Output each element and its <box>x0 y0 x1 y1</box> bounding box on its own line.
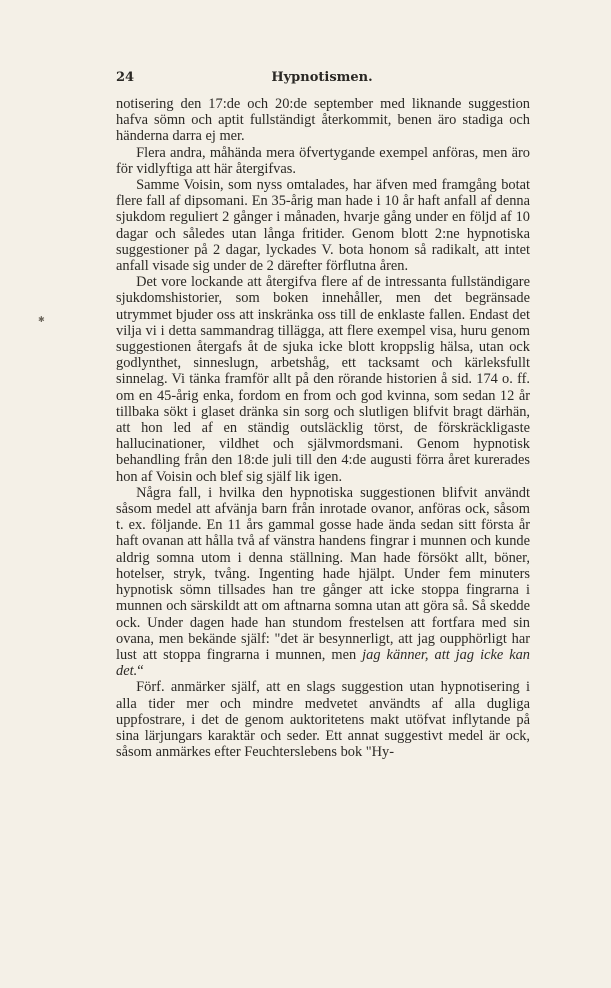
page-number: 24 <box>116 70 135 85</box>
paragraph-1: notisering den 17:de och 20:de september med liknande suggestion hafva sömn och aptit fullständigt återkommit, benen äro stadiga och händerna darra ej mer. <box>116 96 530 145</box>
paragraph-3: Samme Voisin, som nyss omtalades, har äfven med framgång botat flere fall af dipsomani. En 35-årig man hade i 10 år haft anfall af denna sjukdom reguliert 2 gånger i månaden, hvarje gång under en följd af 10 dagar och således utan långa fritider. Genom blott 2:ne hypnotiska suggestioner på 2 dagar, lyckades V. bota honom så radikalt, att intet anfall visade sig under de 2 därefter förflutna åren. <box>116 177 530 275</box>
page-header <box>116 70 528 88</box>
italic-quote: jag känner, att jag icke kan det. <box>116 646 530 680</box>
paragraph-4: Det vore lockande att återgifva flere af de intressanta fullständigare sjukdomshistorier, som boken innehåller, men det begränsade utrymmet bjuder oss att inskränka oss till de enklaste fallen. Endast det vilja vi i detta sammandrag tillägga, att flere exempel visa, huru genom suggestionen återgafs åt de sjuka icke blott kroppslig hälsa, utan ock godlynthet, sinneslugn, arbetshåg, ett tacksamt och kärleksfullt sinnelag. Vi tänka framför allt på den rörande historien å sid. 174 o. ff. om en 45-årig enka, fordom en from och god kvinna, som sedan 12 år tillbaka sökt i glaset dränka sin sorg och slutligen blifvit bragt därhän, att hon led af en ständig outsläcklig törst, de förskräckligaste hallucinationer, vildhet och självmordsmani. Genom hypnotisk behandling från den 18:de juli till den 4:de augusti förra året kurerades hon af Voisin och blef sig själf lik igen. <box>116 274 530 485</box>
paragraph-5-text: Några fall, i hvilka den hypnotiska suggestionen blifvit användt såsom medel att afvänja barn från inrotade ovanor, anföras ock, såsom t. ex. följande. En 11 års gammal gosse hade ända sedan sitt första år haft ovanan att hålla två af vänstra handens fingrar i munnen och kunde aldrig somna utom i denna ställning. Man hade försökt allt, böner, hotelser, stryk, tvång. Ingenting hade hjälpt. Under fem minuters hypnotisk sömn tillsades han tre gånger att icke stoppa fingrarna i munnen och särskildt att om aftnarna somna utan att göra så. Så skedde ock. Under dagen hade han stundom frestelsen att fortfara med sin ovana, men bekände själf: "det är besynnerligt, att jag oupphörligt har lust att stoppa fingrarna i munnen, men <box>116 484 530 663</box>
running-head: Hypnotismen. <box>271 70 373 85</box>
quote-close: “ <box>137 663 144 680</box>
paragraph-5 <box>116 485 530 679</box>
paragraph-2: Flera andra, måhända mera öfvertygande exempel anföras, men äro för vidlyftiga att här återgifvas. <box>116 144 530 177</box>
body-text <box>116 96 530 760</box>
paragraph-6: Förf. anmärker själf, att en slags suggestion utan hypnotisering i alla tider mer och mindre medvetet användts af alla dugliga uppfostrare, i det de genom auktoritetens makt utöfvat inflytande på sina lärjungars karaktär och seder. Ett annat suggestivt medel är ock, såsom anmärkes efter Feuchterslebens bok "Hy- <box>116 679 530 761</box>
margin-mark-icon: ✱ <box>38 315 45 324</box>
